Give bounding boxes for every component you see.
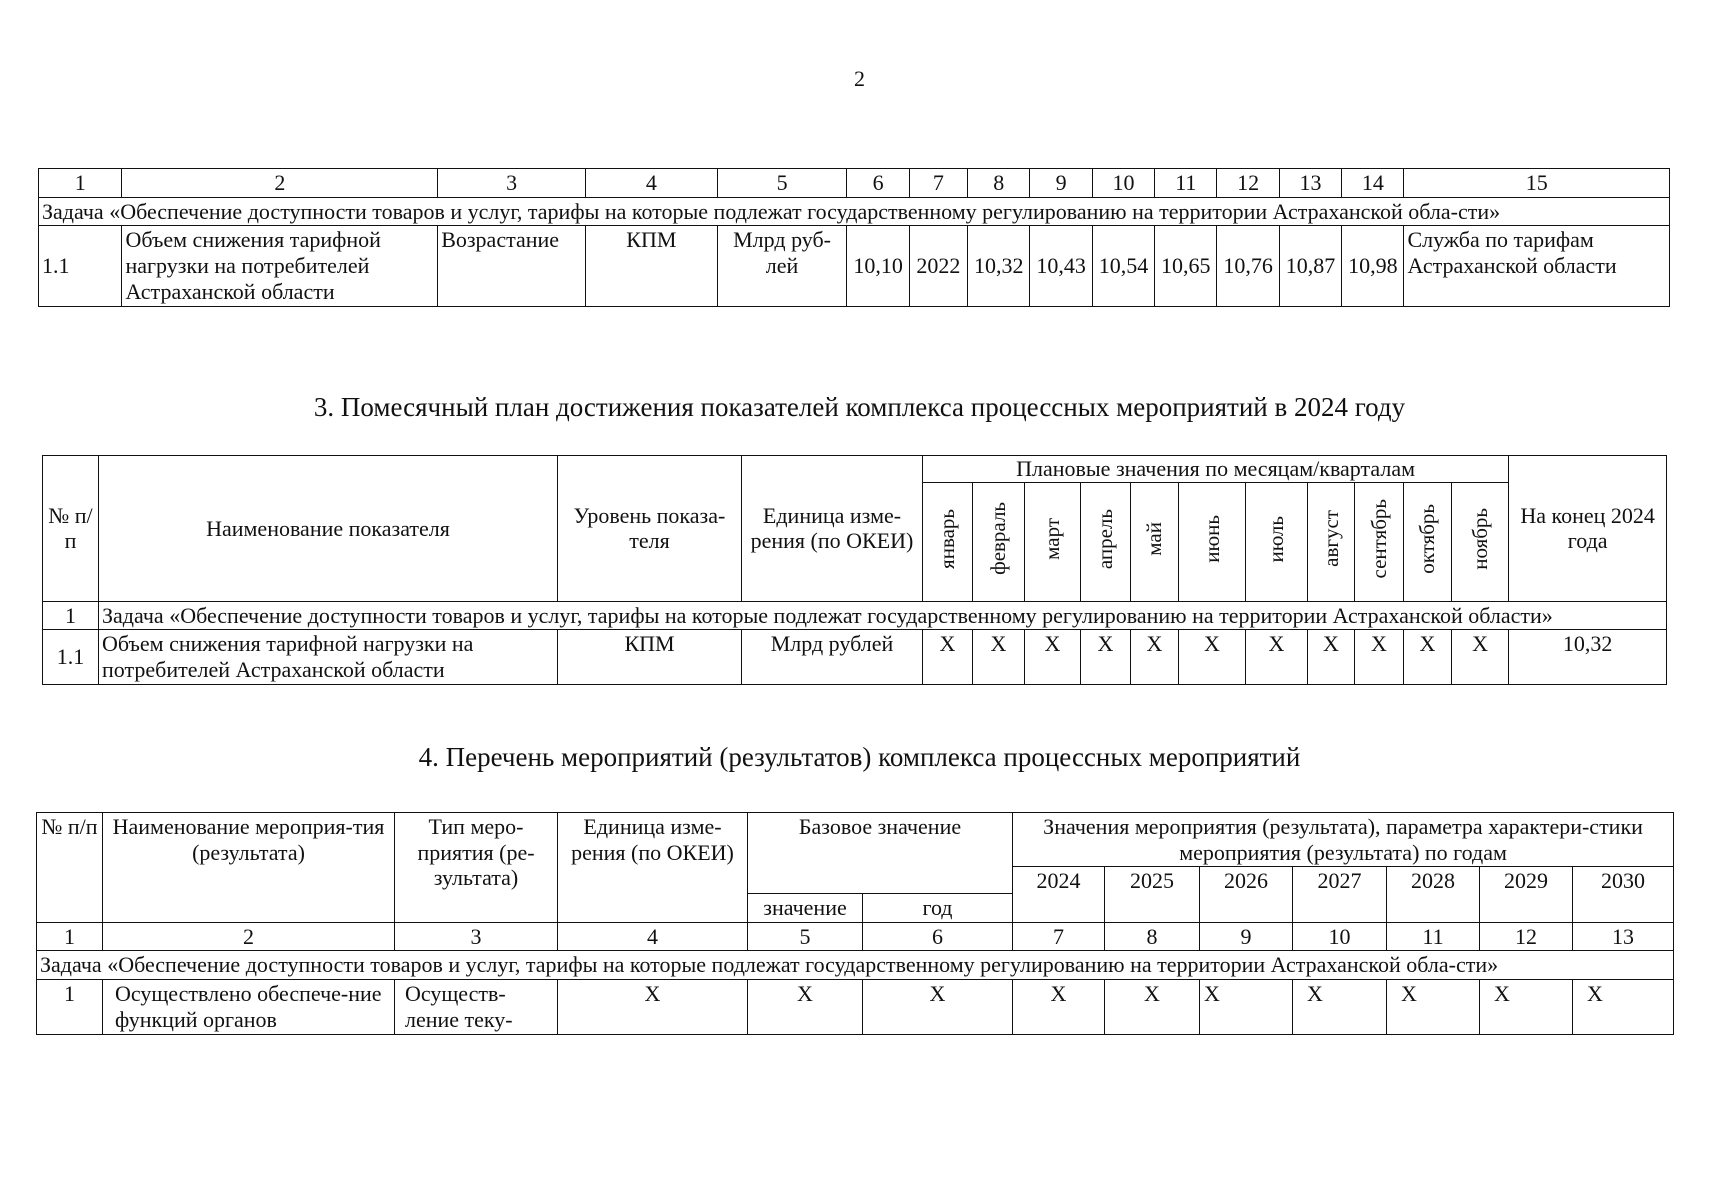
col-num: 8 bbox=[968, 169, 1030, 198]
month-mark: X bbox=[1355, 630, 1404, 684]
header-num: № п/п bbox=[43, 456, 99, 602]
header-name: Наименование показателя bbox=[99, 456, 558, 602]
month-header bbox=[1179, 482, 1246, 601]
month-label: январь bbox=[935, 508, 960, 569]
col-num: 4 bbox=[586, 169, 718, 198]
month-mark: X bbox=[1452, 630, 1509, 684]
month-label: ноябрь bbox=[1467, 507, 1492, 570]
year-header: 2030 bbox=[1573, 867, 1674, 922]
value-cell: 10,32 bbox=[968, 226, 1030, 306]
month-mark: X bbox=[973, 630, 1025, 684]
value-mark: X bbox=[1013, 980, 1105, 1034]
month-label: апрель bbox=[1093, 508, 1118, 569]
end-of-year-value: 10,32 bbox=[1509, 630, 1667, 684]
page-number: 2 bbox=[854, 66, 865, 91]
header-name: Наименование мероприя-тия (результата) bbox=[103, 813, 395, 923]
col-num: 7 bbox=[1013, 922, 1105, 951]
column-number-row bbox=[39, 169, 1670, 198]
month-label: февраль bbox=[986, 502, 1011, 576]
col-num: 12 bbox=[1480, 922, 1573, 951]
col-num: 15 bbox=[1404, 169, 1670, 198]
indicator-name: Объем снижения тарифной нагрузки на потребителей Астраханской области bbox=[122, 226, 438, 306]
indicator-trend: Возрастание bbox=[438, 226, 586, 306]
activity-row bbox=[37, 980, 1674, 1034]
indicator-row bbox=[43, 630, 1667, 684]
value-cell: 10,76 bbox=[1217, 226, 1279, 306]
month-header bbox=[1308, 482, 1355, 601]
header-base-year-sub: год bbox=[863, 894, 1013, 923]
month-mark: X bbox=[1131, 630, 1179, 684]
value-cell: 2022 bbox=[909, 226, 967, 306]
month-header bbox=[1025, 482, 1081, 601]
col-num: 9 bbox=[1200, 922, 1293, 951]
year-header: 2029 bbox=[1480, 867, 1573, 922]
value-mark: X bbox=[1387, 980, 1480, 1034]
header-base-value-sub: значение bbox=[748, 894, 863, 923]
header-row bbox=[43, 456, 1667, 483]
month-header bbox=[1355, 482, 1404, 601]
month-header bbox=[1452, 482, 1509, 601]
month-header bbox=[973, 482, 1025, 601]
col-num: 11 bbox=[1387, 922, 1480, 951]
col-num: 6 bbox=[863, 922, 1013, 951]
col-num: 13 bbox=[1279, 169, 1341, 198]
indicator-row bbox=[39, 226, 1670, 306]
col-num: 5 bbox=[717, 169, 847, 198]
task-number: 1 bbox=[43, 601, 99, 630]
header-unit: Единица изме-рения (по ОКЕИ) bbox=[742, 456, 923, 602]
column-number-row bbox=[37, 922, 1674, 951]
row-number: 1.1 bbox=[39, 226, 122, 306]
col-num: 9 bbox=[1030, 169, 1092, 198]
value-cell: 10,54 bbox=[1092, 226, 1154, 306]
indicator-name: Объем снижения тарифной нагрузки на потребителей Астраханской области bbox=[99, 630, 558, 684]
col-num: 2 bbox=[103, 922, 395, 951]
month-mark: X bbox=[1179, 630, 1246, 684]
col-num: 8 bbox=[1105, 922, 1200, 951]
col-num: 4 bbox=[558, 922, 748, 951]
month-label: март bbox=[1040, 517, 1065, 560]
col-num: 10 bbox=[1293, 922, 1387, 951]
month-header bbox=[1246, 482, 1308, 601]
header-type: Тип меро-приятия (ре-зультата) bbox=[395, 813, 558, 923]
value-mark: X bbox=[1200, 980, 1293, 1034]
value-mark: X bbox=[1573, 980, 1674, 1034]
task-text: Задача «Обеспечение доступности товаров и услуг, тарифы на которые подлежат государственному регулированию на территории Астраханской обла-сти» bbox=[39, 197, 1670, 226]
month-label: октябрь bbox=[1415, 503, 1440, 574]
col-num: 11 bbox=[1155, 169, 1217, 198]
month-label: июнь bbox=[1199, 514, 1224, 563]
indicator-level: КПМ bbox=[558, 630, 742, 684]
col-num: 7 bbox=[909, 169, 967, 198]
year-header: 2028 bbox=[1387, 867, 1480, 922]
col-num: 13 bbox=[1573, 922, 1674, 951]
header-unit: Единица изме-рения (по ОКЕИ) bbox=[558, 813, 748, 923]
header-planned-values: Плановые значения по месяцам/кварталам bbox=[923, 456, 1509, 483]
value-cell: 10,98 bbox=[1342, 226, 1404, 306]
indicator-unit: Млрд рублей bbox=[742, 630, 923, 684]
month-label: август bbox=[1318, 510, 1343, 568]
value-mark: X bbox=[558, 980, 748, 1034]
value-mark: X bbox=[1293, 980, 1387, 1034]
task-text: Задача «Обеспечение доступности товаров и услуг, тарифы на которые подлежат государственному регулированию на территории Астраханской области» bbox=[99, 601, 1667, 630]
col-num: 14 bbox=[1342, 169, 1404, 198]
value-cell: 10,10 bbox=[847, 226, 909, 306]
month-label: май bbox=[1142, 522, 1167, 556]
month-label: сентябрь bbox=[1366, 499, 1391, 579]
month-mark: X bbox=[1081, 630, 1131, 684]
month-mark: X bbox=[1246, 630, 1308, 684]
col-num: 3 bbox=[438, 169, 586, 198]
col-num: 3 bbox=[395, 922, 558, 951]
col-num: 10 bbox=[1092, 169, 1154, 198]
month-label: июль bbox=[1264, 515, 1289, 563]
month-header bbox=[1131, 482, 1179, 601]
indicator-unit: Млрд руб-лей bbox=[717, 226, 847, 306]
row-number: 1 bbox=[37, 980, 103, 1034]
value-cell: 10,43 bbox=[1030, 226, 1092, 306]
value-mark: X bbox=[1480, 980, 1573, 1034]
monthly-plan-table bbox=[42, 455, 1667, 685]
col-num: 1 bbox=[37, 922, 103, 951]
task-text: Задача «Обеспечение доступности товаров и услуг, тарифы на которые подлежат государственному регулированию на территории Астраханской обла-сти» bbox=[37, 951, 1674, 980]
year-header: 2026 bbox=[1200, 867, 1293, 922]
value-cell: 10,87 bbox=[1279, 226, 1341, 306]
activities-table bbox=[36, 812, 1674, 1035]
month-header bbox=[923, 482, 973, 601]
activity-type: Осуществ-ление теку- bbox=[395, 980, 558, 1034]
section-3-title: 3. Помесячный план достижения показателей комплекса процессных мероприятий в 2024 году bbox=[313, 392, 1406, 422]
year-header: 2027 bbox=[1293, 867, 1387, 922]
year-header: 2024 bbox=[1013, 867, 1105, 922]
col-num: 2 bbox=[122, 169, 438, 198]
indicator-level: КПМ bbox=[586, 226, 718, 306]
value-mark: X bbox=[863, 980, 1013, 1034]
col-num: 12 bbox=[1217, 169, 1279, 198]
task-row bbox=[37, 951, 1674, 980]
task-row bbox=[43, 601, 1667, 630]
task-row bbox=[39, 197, 1670, 226]
year-header: 2025 bbox=[1105, 867, 1200, 922]
value-mark: X bbox=[1105, 980, 1200, 1034]
indicators-table-continuation bbox=[38, 168, 1670, 307]
month-mark: X bbox=[1404, 630, 1452, 684]
month-mark: X bbox=[1025, 630, 1081, 684]
value-cell: 10,65 bbox=[1155, 226, 1217, 306]
activity-name: Осуществлено обеспече-ние функций органов bbox=[103, 980, 395, 1034]
month-header bbox=[1404, 482, 1452, 601]
header-row-1 bbox=[37, 813, 1674, 867]
value-mark: X bbox=[748, 980, 863, 1034]
header-values-by-year: Значения мероприятия (результата), параметра характери-стики мероприятия (результата) по годам bbox=[1013, 813, 1674, 867]
responsible-body: Служба по тарифам Астраханской области bbox=[1404, 226, 1670, 306]
header-base-value: Базовое значение bbox=[748, 813, 1013, 894]
month-mark: X bbox=[923, 630, 973, 684]
header-end-of-year: На конец 2024 года bbox=[1509, 456, 1667, 602]
col-num: 6 bbox=[847, 169, 909, 198]
row-number: 1.1 bbox=[43, 630, 99, 684]
month-header bbox=[1081, 482, 1131, 601]
header-num: № п/п bbox=[37, 813, 103, 923]
col-num: 5 bbox=[748, 922, 863, 951]
header-level: Уровень показа-теля bbox=[558, 456, 742, 602]
col-num: 1 bbox=[39, 169, 122, 198]
month-mark: X bbox=[1308, 630, 1355, 684]
section-4-title: 4. Перечень мероприятий (результатов) комплекса процессных мероприятий bbox=[418, 742, 1301, 772]
